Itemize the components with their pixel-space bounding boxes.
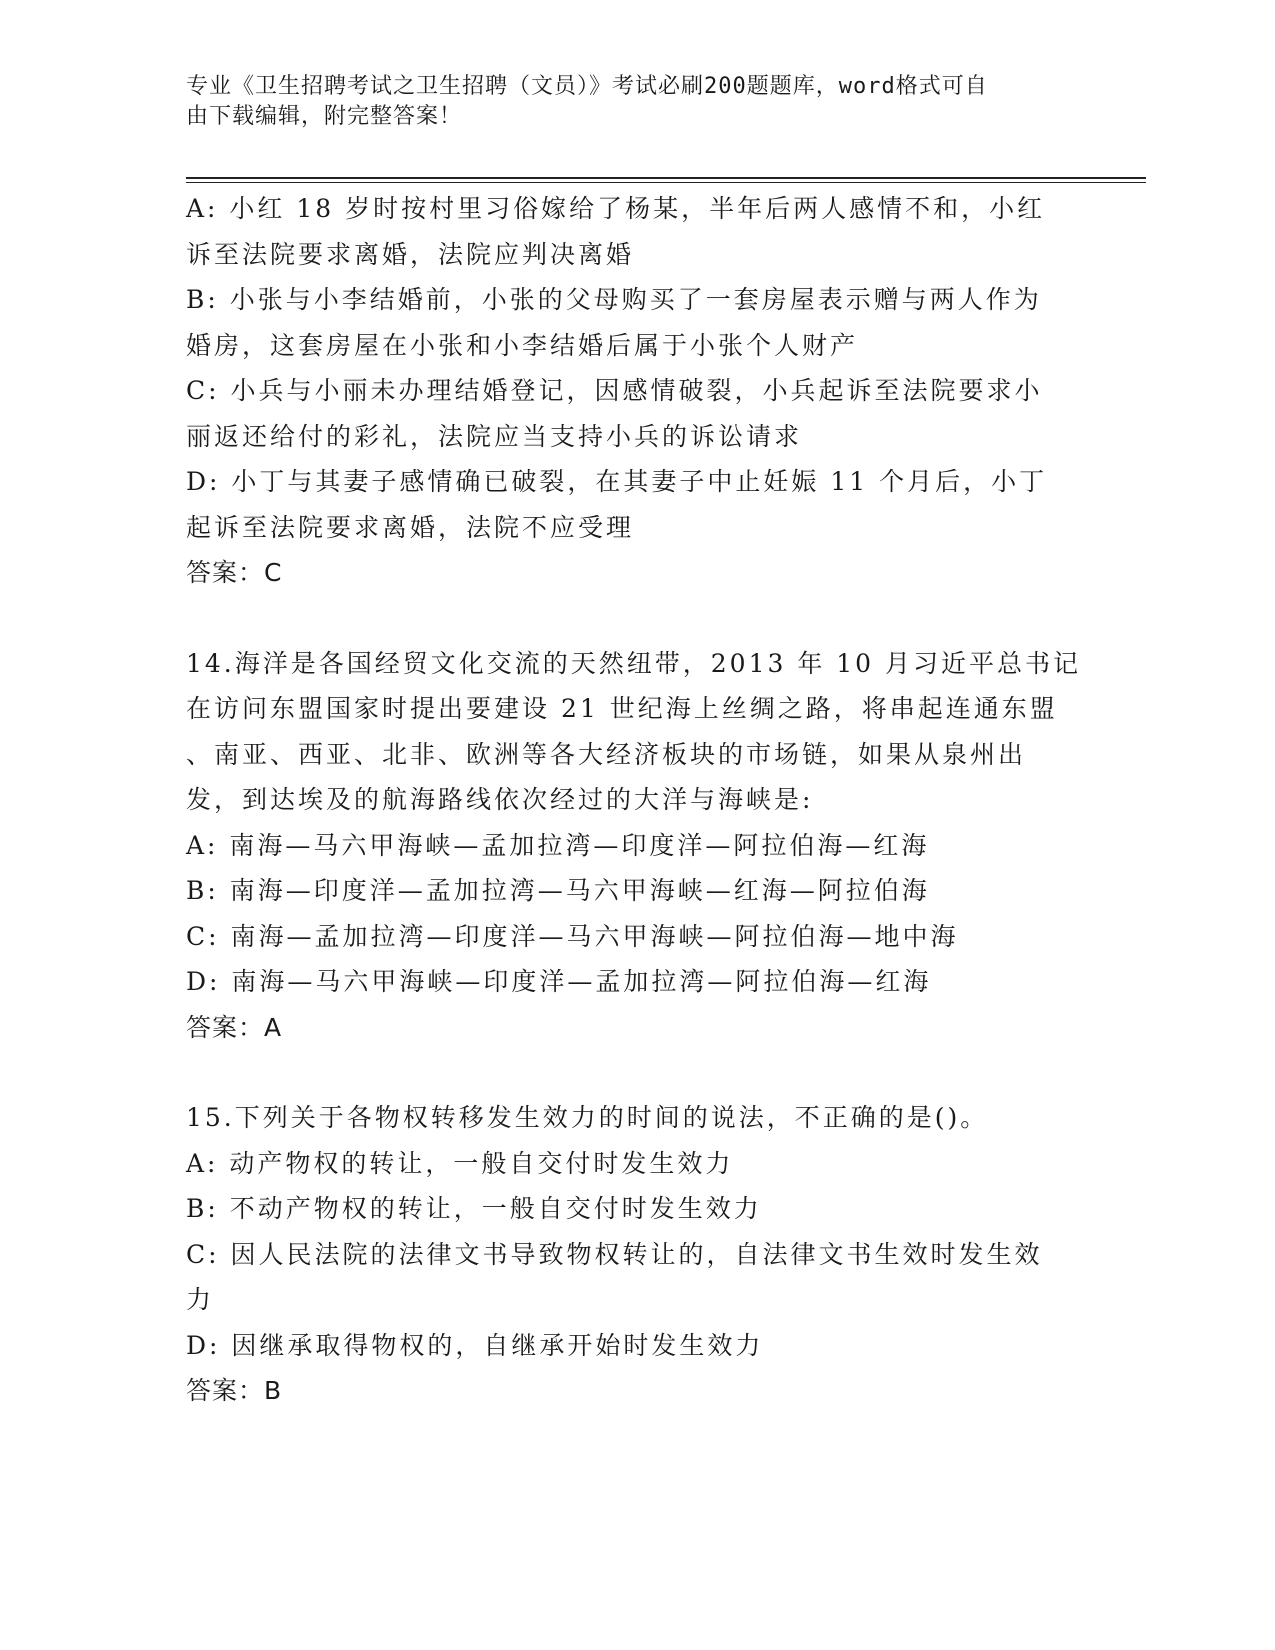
question-13-options <box>186 186 1076 596</box>
spacer <box>186 1050 1076 1095</box>
header-line-1: 专业《卫生招聘考试之卫生招聘（文员）》考试必刷200题题库，word格式可自 <box>186 74 988 99</box>
header-divider-thin <box>186 182 1146 183</box>
q13-option-c-line-2: 丽返还给付的彩礼，法院应当支持小兵的诉讼请求 <box>186 421 803 451</box>
q15-option-a: A: 动产物权的转让，一般自交付时发生效力 <box>186 1148 734 1178</box>
q15-option-c-line-2: 力 <box>186 1285 215 1314</box>
question-14 <box>186 641 1082 1051</box>
q13-option-a-line-1: A: 小红 18 岁时按村里习俗嫁给了杨某，半年后两人感情不和，小红 <box>186 194 1046 223</box>
q15-answer: 答案：B <box>186 1376 283 1405</box>
q13-option-d-line-1: D: 小丁与其妻子感情确已破裂，在其妻子中止妊娠 11 个月后，小丁 <box>186 467 1048 496</box>
q14-stem-line-1: 14.海洋是各国经贸文化交流的天然纽带，2013 年 10 月习近平总书记 <box>186 648 1082 678</box>
q14-stem-line-3: 、南亚、西亚、北非、欧洲等各大经济板块的市场链，如果从泉州出 <box>186 739 1027 769</box>
q13-option-d-line-2: 起诉至法院要求离婚，法院不应受理 <box>186 512 635 542</box>
spacer <box>186 596 1076 641</box>
q15-stem: 15.下列关于各物权转移发生效力的时间的说法，不正确的是()。 <box>186 1103 989 1132</box>
q14-option-c: C: 南海—孟加拉湾—印度洋—马六甲海峡—阿拉伯海—地中海 <box>186 921 959 951</box>
question-15 <box>186 1095 1076 1414</box>
q14-option-b: B: 南海—印度洋—孟加拉湾—马六甲海峡—红海—阿拉伯海 <box>186 876 930 905</box>
header-line-2: 由下载编辑，附完整答案！ <box>186 104 463 129</box>
q14-stem-line-4: 发，到达埃及的航海路线依次经过的大洋与海峡是: <box>186 785 814 814</box>
q15-option-d: D: 因继承取得物权的，自继承开始时发生效力 <box>186 1330 764 1360</box>
document-header <box>186 72 1066 132</box>
q15-option-b: B: 不动产物权的转让，一般自交付时发生效力 <box>186 1194 762 1223</box>
q14-answer: 答案：A <box>186 1012 283 1042</box>
q15-option-c-line-1: C: 因人民法院的法律文书导致物权转让的，自法律文书生效时发生效 <box>186 1239 1043 1269</box>
document-body <box>186 186 1082 1414</box>
q13-option-b-line-2: 婚房，这套房屋在小张和小李结婚后属于小张个人财产 <box>186 330 859 360</box>
header-divider-thick <box>186 177 1146 179</box>
q13-option-a-line-2: 诉至法院要求离婚，法院应判决离婚 <box>186 239 635 269</box>
q14-option-a: A: 南海—马六甲海峡—孟加拉湾—印度洋—阿拉伯海—红海 <box>186 830 930 860</box>
q14-stem-line-2: 在访问东盟国家时提出要建设 21 世纪海上丝绸之路，将串起连通东盟 <box>186 694 1058 723</box>
q13-option-b-line-1: B: 小张与小李结婚前，小张的父母购买了一套房屋表示赠与两人作为 <box>186 285 1042 314</box>
q13-answer: 答案：C <box>186 558 283 587</box>
q14-option-d: D: 南海—马六甲海峡—印度洋—孟加拉湾—阿拉伯海—红海 <box>186 967 932 996</box>
q13-option-c-line-1: C: 小兵与小丽未办理结婚登记，因感情破裂，小兵起诉至法院要求小 <box>186 376 1043 405</box>
